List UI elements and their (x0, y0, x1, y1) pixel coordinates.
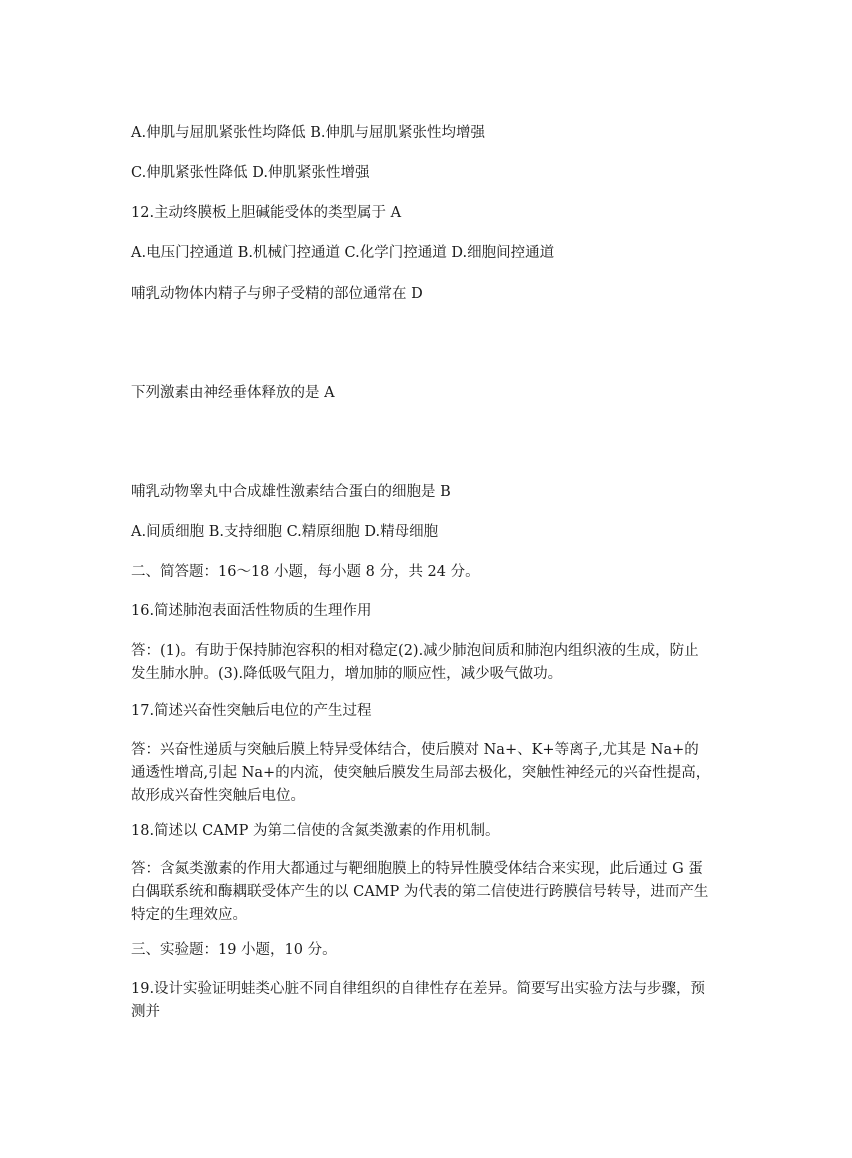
option-line: A.伸肌与屈肌紧张性均降低 B.伸肌与屈肌紧张性均增强 (131, 125, 485, 141)
question-12: 12.主动终膜板上胆碱能受体的类型属于 A (131, 205, 402, 221)
question-16: 16.简述肺泡表面活性物质的生理作用 (131, 603, 372, 619)
section-heading: 三、实验题：19 小题，10 分。 (131, 942, 337, 958)
answer-16: 答：(1)。有助于保持肺泡容积的相对稳定(2).减少肺泡间质和肺泡内组织液的生成，防止发生肺水肿。(3).降低吸气阻力，增加肺的顺应性，减少吸气做功。 (131, 643, 699, 682)
answer-17: 答：兴奋性递质与突触后膜上特异受体结合，使后膜对 Na+、K+等离子,尤其是 Na+的通透性增高,引起 Na+的内流，使突触后膜发生局部去极化，突触性神经元的兴奋性提高，故形成兴奋性突触后电位。 (131, 742, 711, 804)
question-line: 哺乳动物睾丸中合成雄性激素结合蛋白的细胞是 B (131, 484, 451, 500)
question-19: 19.设计实验证明蛙类心脏不同自律组织的自律性存在差异。简要写出实验方法与步骤，预测并 (131, 981, 706, 1020)
answer-18: 答：含氮类激素的作用大都通过与靶细胞膜上的特异性膜受体结合来实现，此后通过 G 蛋白偶联系统和酶耦联受体产生的以 CAMP 为代表的第二信使进行跨膜信号转导，进而产生特定的生理效应。 (131, 861, 709, 923)
question-line: 哺乳动物体内精子与卵子受精的部位通常在 D (131, 286, 423, 302)
option-line: A.间质细胞 B.支持细胞 C.精原细胞 D.精母细胞 (131, 524, 439, 540)
option-line: A.电压门控通道 B.机械门控通道 C.化学门控通道 D.细胞间控通道 (131, 245, 555, 261)
question-line: 下列激素由神经垂体释放的是 A (131, 385, 335, 401)
option-line: C.伸肌紧张性降低 D.伸肌紧张性增强 (131, 165, 370, 181)
section-heading: 二、简答题：16～18 小题，每小题 8 分，共 24 分。 (131, 564, 480, 580)
question-18: 18.简述以 CAMP 为第二信使的含氮类激素的作用机制。 (131, 823, 500, 839)
question-17: 17.简述兴奋性突触后电位的产生过程 (131, 703, 372, 719)
